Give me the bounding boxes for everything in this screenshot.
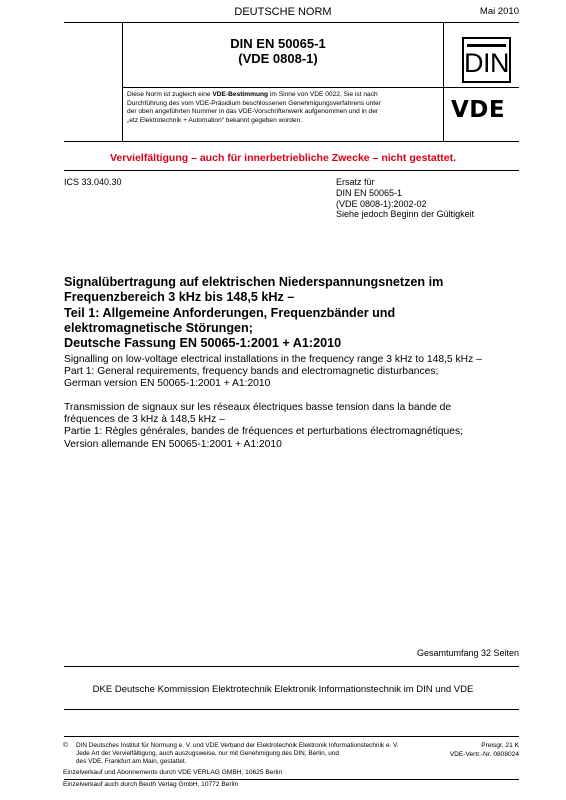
document-number-line2: (VDE 0808-1) (238, 51, 318, 66)
sales-line-vde: Einzelverkauf und Abonnements durch VDE VERLAG GMBH, 10625 Berlin (63, 769, 283, 776)
title-english (64, 354, 534, 391)
title-english-line3: German version EN 50065-1:2001 + A1:2010 (64, 378, 271, 390)
sales-line-beuth: Einzelverkauf auch durch Beuth Verlag GmbH, 10772 Berlin (63, 781, 239, 788)
document-number-line1: DIN EN 50065-1 (230, 36, 326, 51)
warning-rule (64, 170, 519, 171)
title-french (64, 402, 534, 451)
din-logo-bar (467, 44, 506, 47)
reproduction-warning: Vervielfältigung – auch für innerbetriebliche Zwecke – nicht gestattet. (109, 152, 456, 164)
box-divider-left (122, 22, 123, 142)
title-german (64, 275, 514, 351)
vde-note-line3: der oben angeführten Nummer in das VDE-Vorschriftenwerk aufgenommen und in der (127, 108, 379, 116)
vde-distribution-number: VDE-Vertr.-Nr. 0808024 (449, 750, 519, 758)
title-german-line4: elektromagnetische Störungen; (64, 320, 253, 335)
box-divider-middle (122, 87, 519, 88)
header-rule (64, 22, 519, 23)
title-german-line2: Frequenzbereich 3 kHz bis 148,5 kHz – (64, 290, 295, 305)
copyright-symbol: © (63, 742, 69, 749)
norm-label: DEUTSCHE NORM (234, 6, 332, 18)
copyright-line3: des VDE, Frankfurt am Main, gestattet. (76, 757, 187, 765)
sales-rule (64, 779, 519, 780)
vde-note-line2: Durchführung des vom VDE-Präsidium beschlossenen Genehmigungsverfahrens unter (127, 99, 381, 107)
title-german-line1: Signalübertragung auf elektrischen Niederspannungsnetzen im (64, 275, 444, 289)
copyright-notice (76, 742, 406, 766)
replacement-line4: Siehe jedoch Beginn der Gültigkeit (336, 209, 475, 220)
vde-note-line1 (127, 91, 439, 100)
replacement-line1: Ersatz für (336, 177, 375, 187)
copyright-line1: DIN Deutsches Institut für Normung e. V. und VDE Verband der Elektrotechnik Elektronik Informationstechnik e. V. (76, 742, 399, 749)
box-bottom-rule (64, 141, 519, 142)
replacement-line3: (VDE 0808-1):2002-02 (336, 198, 427, 209)
pages-rule (64, 666, 519, 667)
replacement-info (336, 177, 474, 220)
price-info (450, 742, 519, 759)
title-french-line4: Version allemande EN 50065-1:2001 + A1:2010 (64, 438, 282, 450)
publication-date: Mai 2010 (479, 6, 519, 17)
din-logo (462, 37, 511, 83)
title-english-line1: Signalling on low-voltage electrical installations in the frequency range 3 kHz to 148,5 kHz – (64, 354, 482, 365)
title-english-line2: Part 1: General requirements, frequency bands and electromagnetic disturbances; (64, 366, 439, 378)
title-french-line3: Partie 1: Règles générales, bandes de fréquences et perturbations électromagnétiques; (64, 426, 463, 438)
box-divider-right (443, 22, 444, 142)
price-group: Preisgr. 21 K (481, 742, 519, 749)
copyright-line2: Jede Art der Vervielfältigung, auch auszugsweise, nur mit Genehmigung des DIN, Berlin, und (76, 749, 339, 757)
replacement-line2: DIN EN 50065-1 (336, 187, 403, 198)
vde-note-bold: VDE-Bestimmung (212, 91, 269, 98)
vde-note (127, 91, 439, 125)
total-pages: Gesamtumfang 32 Seiten (416, 648, 519, 658)
document-number (128, 36, 428, 66)
dke-rule (64, 709, 519, 710)
footer-rule (64, 736, 519, 737)
vde-logo: VDE (451, 97, 506, 123)
din-logo-text: DIN (464, 48, 509, 78)
title-german-line3: Teil 1: Allgemeine Anforderungen, Frequenzbänder und (64, 305, 396, 320)
vde-note-pre: Diese Norm ist zugleich eine (127, 91, 213, 98)
title-french-line2: fréquences de 3 kHz à 148,5 kHz – (64, 414, 225, 426)
title-french-line1: Transmission de signaux sur les réseaux électriques basse tension dans la bande de (64, 402, 452, 413)
vde-note-post: im Sinne von VDE 0022. Sie ist nach (268, 91, 378, 98)
title-german-line5: Deutsche Fassung EN 50065-1:2001 + A1:2010 (64, 336, 342, 351)
vde-note-line4: „etz Elektrotechnik + Automation“ bekannt gegeben worden. (127, 116, 303, 124)
ics-code: ICS 33.040.30 (64, 177, 122, 187)
dke-line: DKE Deutsche Kommission Elektrotechnik Elektronik Informationstechnik im DIN und VDE (92, 684, 474, 695)
